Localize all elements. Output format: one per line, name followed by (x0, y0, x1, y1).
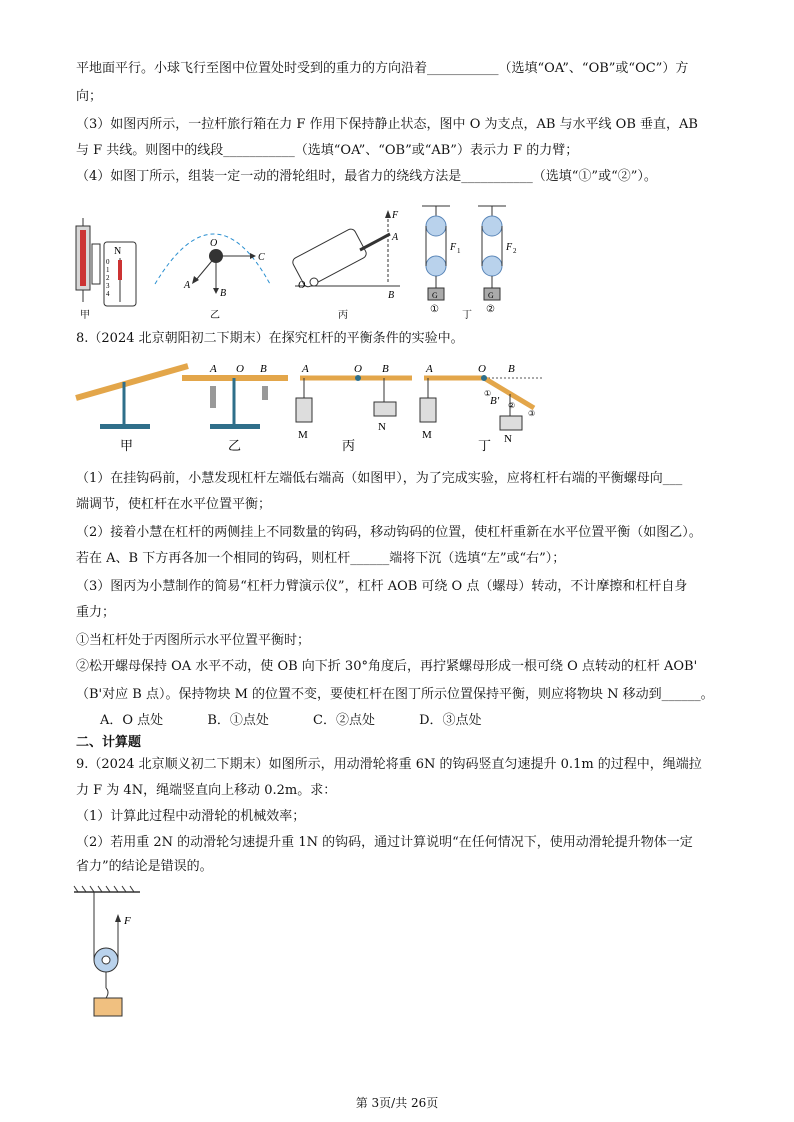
label-A: A (426, 363, 433, 375)
lever-ding (420, 363, 542, 453)
label-C: C (258, 252, 265, 263)
label-F2: F (506, 242, 513, 253)
label-F: F (392, 210, 399, 221)
text-line: 向； (76, 89, 103, 104)
text-line: 9.（2024 北京顺义初二下期末）如图所示，用动滑轮将重 6N 的钩码竖直匀速提升 0.1m 的过程中，绳端拉 (76, 757, 702, 772)
section-heading: 二、计算题 (76, 735, 142, 750)
lever-figures (72, 358, 552, 458)
label-O: O (478, 363, 486, 375)
lever-bing (296, 363, 412, 453)
label-O: O (236, 363, 244, 375)
label-B: B (388, 290, 395, 301)
text-line: （2）若用重 2N 的动滑轮匀速提升重 1N 的钩码，通过计算说明“在任何情况下，使用动滑轮提升物体一定 (76, 835, 693, 850)
lever-jia (76, 366, 188, 453)
figure-label-ding: 丁 (462, 310, 472, 320)
text-line: （3）图丙为小慧制作的简易“杠杆力臂演示仪”，杠杆 AOB 可绕 O 点（螺母）转动，不计摩擦和杠杆自身 (76, 579, 688, 594)
label-O: O (354, 363, 362, 375)
label-B: B (260, 363, 267, 375)
spring-n-label: N (114, 246, 122, 257)
label-A: A (210, 363, 217, 375)
options-row (100, 712, 522, 730)
label-F1: F (450, 242, 457, 253)
tick-label: 0 (106, 258, 110, 266)
text-line: （2）接着小慧在杠杆的两侧挂上不同数量的钩码，移动钩码的位置，使杠杆重新在水平位置平衡（如图乙）。 (76, 525, 702, 540)
figure-label-yi: 乙 (228, 438, 242, 453)
label-circle-1: ① (430, 304, 439, 315)
text-line: （1）计算此过程中动滑轮的机械效率； (76, 809, 306, 824)
option-a: A．O 点处 (100, 713, 164, 728)
figure-label-bing: 丙 (342, 438, 356, 453)
tick-label: 2 (106, 274, 110, 282)
label-point-1: ① (484, 389, 492, 398)
pulley-set-figure (422, 206, 517, 320)
option-b: B．①点处 (207, 713, 269, 728)
label-N: N (378, 421, 386, 433)
lever-yi (182, 363, 288, 453)
text-line: ②松开螺母保持 OA 水平不动，使 OB 向下折 30°角度后，再拧紧螺母形成一根可绕 O 点转动的杠杆 AOB' (76, 659, 698, 674)
suitcase-figure (291, 210, 400, 320)
figure-label-jia: 甲 (120, 438, 134, 453)
ball-figure (155, 234, 270, 320)
label-A: A (184, 280, 191, 291)
text-line: 力 F 为 4N，绳端竖直向上移动 0.2m。求： (76, 783, 337, 798)
tick-label: 3 (106, 282, 110, 290)
label-F1-sub: 1 (457, 247, 461, 255)
label-O: O (298, 280, 306, 291)
option-d: D．③点处 (419, 713, 482, 728)
figure-row-1 (70, 204, 530, 320)
tick-label: 1 (106, 266, 110, 274)
figure-label-jia: 甲 (80, 310, 90, 320)
label-A: A (302, 363, 309, 375)
text-line: （B'对应 B 点）。保持物块 M 的位置不变，要使杠杆在图丁所示位置保持平衡，则应将物块 N 移动到______。 (76, 687, 714, 702)
option-c: C．②点处 (313, 713, 375, 728)
text-line: （4）如图丁所示，组装一定一动的滑轮组时，最省力的绕线方法是___________（选填“①”或“②”）。 (76, 169, 657, 184)
label-G: G (488, 291, 494, 300)
tick-label: 4 (106, 290, 110, 298)
spring-scale-figure (76, 218, 136, 320)
label-F2-sub: 2 (513, 247, 517, 255)
label-M: M (422, 429, 432, 441)
text-line: 平地面平行。小球飞行至图中位置处时受到的重力的方向沿着___________（选填“OA”、“OB”或“OC”）方 (76, 61, 689, 76)
text-line: 若在 A、B 下方再各加一个相同的钩码，则杠杆______端将下沉（选填“左”或“右”）； (76, 551, 566, 566)
label-B: B (382, 363, 389, 375)
label-B: B (220, 288, 227, 299)
label-B: B (508, 363, 515, 375)
label-A: A (392, 232, 399, 243)
figure-label-yi: 乙 (210, 310, 220, 320)
text-line: ①当杠杆处于丙图所示水平位置平衡时； (76, 633, 311, 648)
label-B-prime: B' (490, 395, 500, 407)
text-line: 省力”的结论是错误的。 (76, 859, 213, 874)
label-circle-2: ② (486, 304, 495, 315)
label-M: M (298, 429, 308, 441)
text-line: 与 F 共线。则图中的线段___________（选填“OA”、“OB”或“AB”）表示力 F 的力臂； (76, 143, 579, 158)
question-8: 8.（2024 北京朝阳初二下期末）在探究杠杆的平衡条件的实验中。 (76, 331, 464, 346)
figure-label-ding: 丁 (478, 438, 492, 453)
text-line: 端调节，使杠杆在水平位置平衡； (76, 497, 272, 512)
text-line: （1）在挂钩码前，小慧发现杠杆左端低右端高（如图甲），为了完成实验，应将杠杆右端的平衡螺母向___ (76, 471, 683, 486)
label-G: G (432, 291, 438, 300)
label-F: F (124, 915, 131, 927)
figure-label-bing: 丙 (338, 310, 348, 320)
pulley-figure (70, 882, 160, 1022)
text-line: （3）如图丙所示，一拉杆旅行箱在力 F 作用下保持静止状态，图中 O 为支点，AB 与水平线 OB 垂直，AB (76, 117, 698, 132)
label-point-2: ② (508, 401, 516, 410)
label-point-3: ③ (528, 409, 536, 418)
label-O: O (210, 238, 218, 249)
text-line: 重力； (76, 605, 116, 620)
page-footer: 第 3页/共 26页 (355, 1096, 439, 1110)
label-N: N (504, 433, 512, 445)
